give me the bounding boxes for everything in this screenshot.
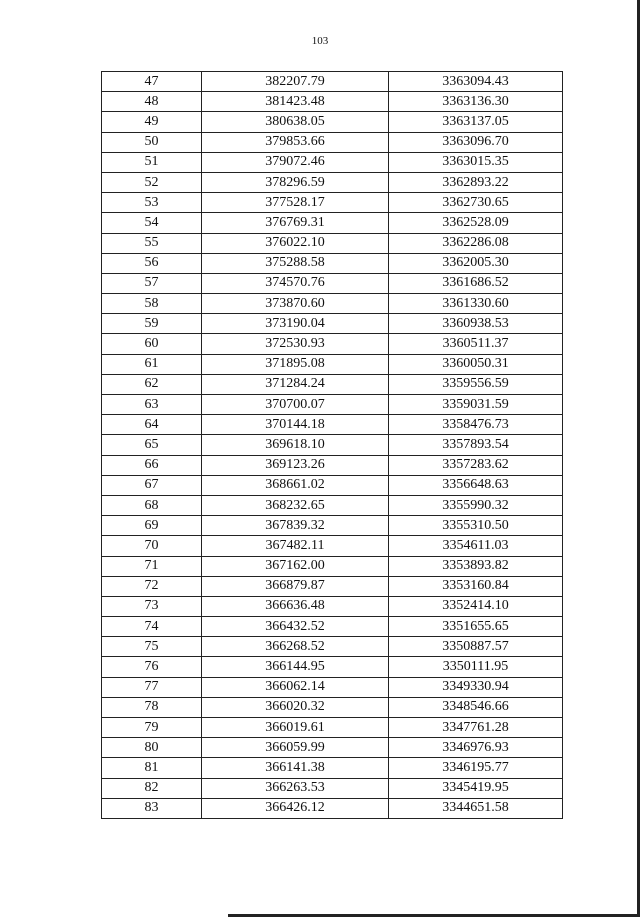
y-coordinate-cell: 3362730.65 (389, 193, 563, 213)
point-number-cell: 71 (102, 556, 202, 576)
y-coordinate-cell: 3363015.35 (389, 152, 563, 172)
point-number-cell: 83 (102, 798, 202, 818)
x-coordinate-cell: 379072.46 (202, 152, 389, 172)
table-row (102, 273, 563, 293)
point-number-cell: 69 (102, 516, 202, 536)
point-number-cell: 48 (102, 92, 202, 112)
table-row (102, 697, 563, 717)
x-coordinate-cell: 370700.07 (202, 395, 389, 415)
x-coordinate-cell: 366019.61 (202, 718, 389, 738)
table-row (102, 374, 563, 394)
y-coordinate-cell: 3350887.57 (389, 637, 563, 657)
y-coordinate-cell: 3362286.08 (389, 233, 563, 253)
table-row (102, 738, 563, 758)
point-number-cell: 57 (102, 273, 202, 293)
table-row (102, 354, 563, 374)
table-row (102, 152, 563, 172)
table-row (102, 294, 563, 314)
y-coordinate-cell: 3357283.62 (389, 455, 563, 475)
y-coordinate-cell: 3349330.94 (389, 677, 563, 697)
y-coordinate-cell: 3346976.93 (389, 738, 563, 758)
y-coordinate-cell: 3363094.43 (389, 72, 563, 92)
y-coordinate-cell: 3346195.77 (389, 758, 563, 778)
point-number-cell: 79 (102, 718, 202, 738)
table-row (102, 172, 563, 192)
x-coordinate-cell: 373190.04 (202, 314, 389, 334)
point-number-cell: 76 (102, 657, 202, 677)
y-coordinate-cell: 3360938.53 (389, 314, 563, 334)
table-row (102, 314, 563, 334)
table-row (102, 415, 563, 435)
coordinate-table (101, 71, 563, 819)
point-number-cell: 63 (102, 395, 202, 415)
table-row (102, 576, 563, 596)
x-coordinate-cell: 366879.87 (202, 576, 389, 596)
x-coordinate-cell: 380638.05 (202, 112, 389, 132)
x-coordinate-cell: 375288.58 (202, 253, 389, 273)
table-row (102, 475, 563, 495)
y-coordinate-cell: 3360050.31 (389, 354, 563, 374)
x-coordinate-cell: 376022.10 (202, 233, 389, 253)
table-row (102, 495, 563, 515)
point-number-cell: 80 (102, 738, 202, 758)
point-number-cell: 78 (102, 697, 202, 717)
table-row (102, 596, 563, 616)
point-number-cell: 54 (102, 213, 202, 233)
table-row (102, 233, 563, 253)
page-number: 103 (311, 35, 329, 47)
table-row (102, 253, 563, 273)
table-row (102, 798, 563, 818)
x-coordinate-cell: 366020.32 (202, 697, 389, 717)
point-number-cell: 64 (102, 415, 202, 435)
y-coordinate-cell: 3355990.32 (389, 495, 563, 515)
table-row (102, 334, 563, 354)
x-coordinate-cell: 371284.24 (202, 374, 389, 394)
x-coordinate-cell: 366263.53 (202, 778, 389, 798)
y-coordinate-cell: 3362005.30 (389, 253, 563, 273)
table-row (102, 677, 563, 697)
point-number-cell: 51 (102, 152, 202, 172)
table-row (102, 536, 563, 556)
y-coordinate-cell: 3359556.59 (389, 374, 563, 394)
x-coordinate-cell: 366636.48 (202, 596, 389, 616)
point-number-cell: 81 (102, 758, 202, 778)
table-row (102, 92, 563, 112)
x-coordinate-cell: 367839.32 (202, 516, 389, 536)
point-number-cell: 73 (102, 596, 202, 616)
point-number-cell: 50 (102, 132, 202, 152)
point-number-cell: 68 (102, 495, 202, 515)
y-coordinate-cell: 3362528.09 (389, 213, 563, 233)
x-coordinate-cell: 373870.60 (202, 294, 389, 314)
point-number-cell: 61 (102, 354, 202, 374)
table-row (102, 556, 563, 576)
x-coordinate-cell: 366141.38 (202, 758, 389, 778)
table-row (102, 193, 563, 213)
y-coordinate-cell: 3350111.95 (389, 657, 563, 677)
y-coordinate-cell: 3348546.66 (389, 697, 563, 717)
x-coordinate-cell: 371895.08 (202, 354, 389, 374)
point-number-cell: 70 (102, 536, 202, 556)
table-row (102, 455, 563, 475)
point-number-cell: 49 (102, 112, 202, 132)
table-row (102, 657, 563, 677)
x-coordinate-cell: 374570.76 (202, 273, 389, 293)
point-number-cell: 47 (102, 72, 202, 92)
point-number-cell: 82 (102, 778, 202, 798)
table-row (102, 213, 563, 233)
point-number-cell: 62 (102, 374, 202, 394)
table-row (102, 778, 563, 798)
table-row (102, 435, 563, 455)
point-number-cell: 59 (102, 314, 202, 334)
x-coordinate-cell: 368661.02 (202, 475, 389, 495)
point-number-cell: 53 (102, 193, 202, 213)
x-coordinate-cell: 381423.48 (202, 92, 389, 112)
point-number-cell: 77 (102, 677, 202, 697)
table-row (102, 758, 563, 778)
y-coordinate-cell: 3345419.95 (389, 778, 563, 798)
point-number-cell: 58 (102, 294, 202, 314)
y-coordinate-cell: 3354611.03 (389, 536, 563, 556)
table-row (102, 395, 563, 415)
y-coordinate-cell: 3355310.50 (389, 516, 563, 536)
point-number-cell: 56 (102, 253, 202, 273)
table-row (102, 112, 563, 132)
point-number-cell: 60 (102, 334, 202, 354)
x-coordinate-cell: 372530.93 (202, 334, 389, 354)
y-coordinate-cell: 3357893.54 (389, 435, 563, 455)
y-coordinate-cell: 3360511.37 (389, 334, 563, 354)
y-coordinate-cell: 3344651.58 (389, 798, 563, 818)
table-row (102, 637, 563, 657)
x-coordinate-cell: 366432.52 (202, 617, 389, 637)
point-number-cell: 66 (102, 455, 202, 475)
table-row (102, 718, 563, 738)
y-coordinate-cell: 3363096.70 (389, 132, 563, 152)
y-coordinate-cell: 3347761.28 (389, 718, 563, 738)
y-coordinate-cell: 3353160.84 (389, 576, 563, 596)
x-coordinate-cell: 376769.31 (202, 213, 389, 233)
table-row (102, 132, 563, 152)
x-coordinate-cell: 367162.00 (202, 556, 389, 576)
x-coordinate-cell: 382207.79 (202, 72, 389, 92)
table-row (102, 617, 563, 637)
point-number-cell: 75 (102, 637, 202, 657)
y-coordinate-cell: 3359031.59 (389, 395, 563, 415)
point-number-cell: 74 (102, 617, 202, 637)
x-coordinate-cell: 366268.52 (202, 637, 389, 657)
y-coordinate-cell: 3352414.10 (389, 596, 563, 616)
x-coordinate-cell: 367482.11 (202, 536, 389, 556)
point-number-cell: 67 (102, 475, 202, 495)
table-body (102, 72, 563, 819)
point-number-cell: 65 (102, 435, 202, 455)
table-row (102, 72, 563, 92)
point-number-cell: 72 (102, 576, 202, 596)
x-coordinate-cell: 378296.59 (202, 172, 389, 192)
x-coordinate-cell: 366062.14 (202, 677, 389, 697)
x-coordinate-cell: 379853.66 (202, 132, 389, 152)
table-row (102, 516, 563, 536)
x-coordinate-cell: 366426.12 (202, 798, 389, 818)
x-coordinate-cell: 377528.17 (202, 193, 389, 213)
y-coordinate-cell: 3358476.73 (389, 415, 563, 435)
y-coordinate-cell: 3356648.63 (389, 475, 563, 495)
point-number-cell: 55 (102, 233, 202, 253)
x-coordinate-cell: 366059.99 (202, 738, 389, 758)
y-coordinate-cell: 3361686.52 (389, 273, 563, 293)
y-coordinate-cell: 3363137.05 (389, 112, 563, 132)
point-number-cell: 52 (102, 172, 202, 192)
x-coordinate-cell: 369618.10 (202, 435, 389, 455)
x-coordinate-cell: 369123.26 (202, 455, 389, 475)
y-coordinate-cell: 3361330.60 (389, 294, 563, 314)
y-coordinate-cell: 3351655.65 (389, 617, 563, 637)
y-coordinate-cell: 3362893.22 (389, 172, 563, 192)
x-coordinate-cell: 368232.65 (202, 495, 389, 515)
y-coordinate-cell: 3363136.30 (389, 92, 563, 112)
y-coordinate-cell: 3353893.82 (389, 556, 563, 576)
x-coordinate-cell: 370144.18 (202, 415, 389, 435)
x-coordinate-cell: 366144.95 (202, 657, 389, 677)
